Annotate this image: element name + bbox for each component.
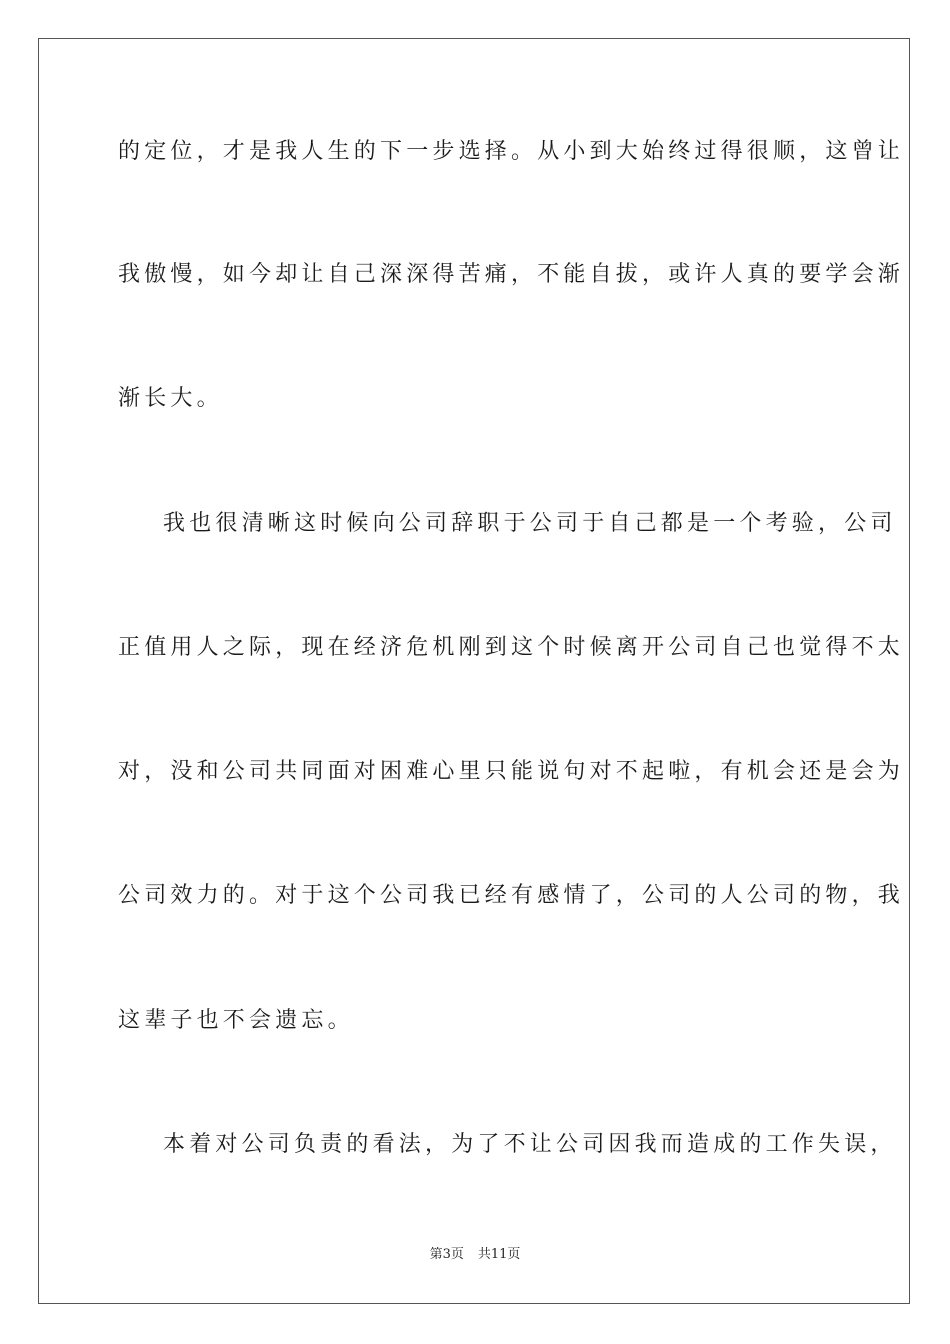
page-number: 第3页	[429, 1247, 464, 1262]
text-line-3: 渐长大。	[118, 386, 223, 411]
page-frame	[38, 38, 910, 1304]
text-line-4: 我也很清晰这时候向公司辞职于公司于自己都是一个考验，公司	[163, 511, 897, 536]
text-line-1: 的定位，才是我人生的下一步选择。从小到大始终过得很顺，这曾让	[118, 139, 905, 164]
text-line-6: 对，没和公司共同面对困难心里只能说句对不起啦，有机会还是会为	[118, 759, 905, 784]
total-pages: 共11页	[477, 1247, 521, 1262]
text-line-2: 我傲慢，如今却让自己深深得苦痛，不能自拔，或许人真的要学会渐	[118, 262, 905, 287]
text-line-5: 正值用人之际，现在经济危机刚到这个时候离开公司自己也觉得不太	[118, 635, 905, 660]
text-line-9: 本着对公司负责的看法，为了不让公司因我而造成的工作失误，	[163, 1132, 897, 1157]
text-line-8: 这辈子也不会遗忘。	[118, 1008, 354, 1033]
page-footer	[0, 1246, 950, 1264]
text-line-7: 公司效力的。对于这个公司我已经有感情了，公司的人公司的物，我	[118, 883, 905, 908]
